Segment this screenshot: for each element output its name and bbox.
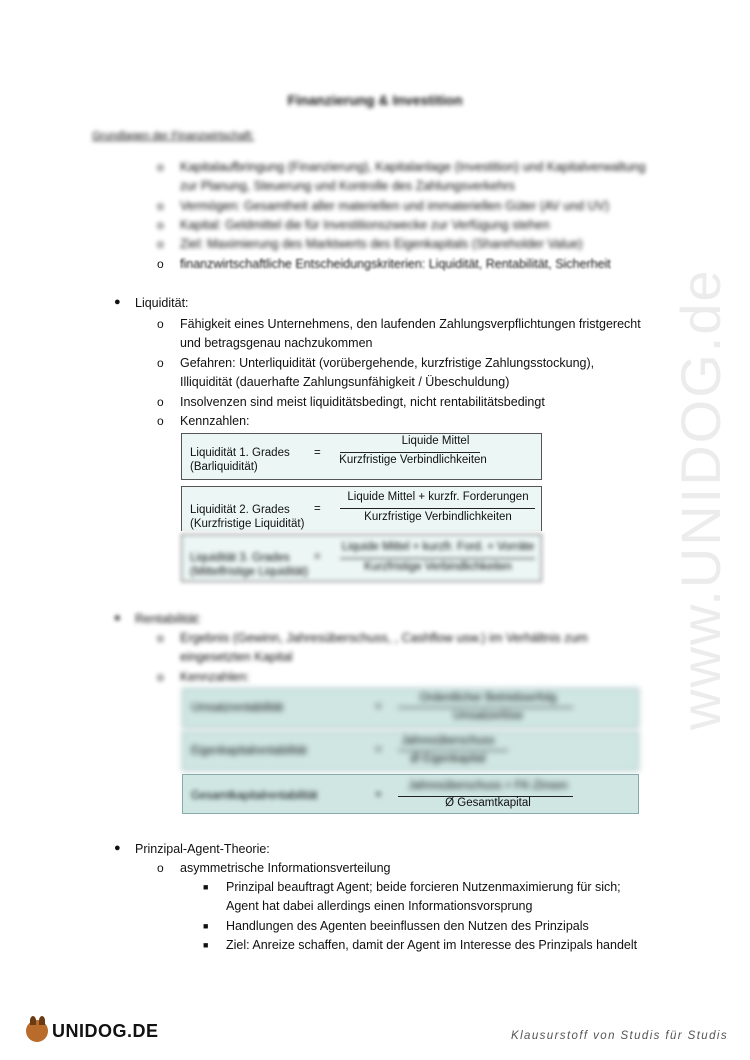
section-bullet: ● bbox=[114, 296, 121, 308]
fraction-line bbox=[340, 508, 535, 509]
list-bullet: o bbox=[157, 317, 164, 331]
formula-sublabel: (Barliquidität) bbox=[190, 461, 258, 473]
formula-umsatzrentabilitaet bbox=[182, 688, 639, 728]
numerator: Jahresüberschuss + FK-Zinsen bbox=[408, 780, 568, 792]
list-item: eingesetzten Kapital bbox=[180, 650, 293, 664]
denominator: Kurzfristige Verbindlichkeiten bbox=[339, 454, 487, 466]
section-bullet: ● bbox=[114, 612, 121, 624]
formula-label: Eigenkapitalrentabilität bbox=[191, 745, 307, 757]
numerator: Jahresüberschuss bbox=[401, 735, 495, 747]
section-bullet: ● bbox=[114, 842, 121, 854]
list-item: Kapital: Geldmittel die für Investitionszwecke zur Verfügung stehen bbox=[180, 218, 550, 232]
list-bullet: o bbox=[157, 257, 164, 271]
list-bullet-square: ■ bbox=[203, 921, 209, 931]
list-bullet: o bbox=[157, 218, 164, 232]
list-item: Kennzahlen: bbox=[180, 670, 250, 684]
numerator: Liquide Mittel bbox=[401, 435, 470, 447]
formula-label: Gesamtkapitalrentabilität bbox=[191, 790, 318, 802]
list-item: und betragsgenau nachzukommen bbox=[180, 336, 373, 350]
formula-liquiditaet-3 bbox=[181, 534, 542, 582]
list-item: Fähigkeit eines Unternehmens, den laufenden Zahlungsverpflichtungen fristgerecht bbox=[180, 317, 641, 331]
list-bullet: o bbox=[157, 395, 164, 409]
equals-sign: = bbox=[314, 447, 321, 459]
denominator: Kurzfristige Verbindlichkeiten bbox=[364, 511, 512, 523]
footer-tagline: Klausurstoff von Studis für Studis bbox=[511, 1030, 728, 1042]
formula-eigenkapitalrentabilitaet bbox=[182, 731, 639, 771]
list-item: Ziel: Anreize schaffen, damit der Agent im Interesse des Prinzipals handelt bbox=[226, 938, 638, 952]
list-item: Agent hat dabei allerdings einen Informationsvorsprung bbox=[226, 899, 533, 913]
list-bullet: o bbox=[157, 160, 164, 174]
fraction-line bbox=[398, 707, 573, 708]
equals-sign: = bbox=[375, 789, 382, 801]
formula-label: Liquidität 3. Grades bbox=[190, 552, 290, 564]
list-item: Ergebnis (Gewinn, Jahresüberschuss, , Cashflow usw.) im Verhältnis zum bbox=[180, 631, 588, 645]
list-bullet-square: ■ bbox=[203, 882, 209, 892]
list-bullet: o bbox=[157, 670, 164, 684]
section-heading: Prinzipal-Agent-Theorie: bbox=[135, 842, 270, 856]
list-bullet: o bbox=[157, 356, 164, 370]
list-bullet: o bbox=[157, 861, 164, 875]
fraction-line bbox=[340, 558, 535, 559]
formula-sublabel: (Mittelfristige Liquidität) bbox=[190, 566, 309, 578]
list-bullet-square: ■ bbox=[203, 940, 209, 950]
denominator: Ø Eigenkapital bbox=[410, 753, 486, 765]
list-item: finanzwirtschaftliche Entscheidungskriterien: Liquidität, Rentabilität, Sicherheit bbox=[180, 257, 611, 271]
unidog-logo bbox=[26, 1020, 159, 1042]
list-item: Handlungen des Agenten beeinflussen den Nutzen des Prinzipals bbox=[226, 919, 589, 933]
fraction-line bbox=[398, 750, 508, 751]
list-item: Illiquidität (dauerhafte Zahlungsunfähigkeit / Übeschuldung) bbox=[180, 375, 510, 389]
list-item: Kapitalaufbringung (Finanzierung), Kapitalanlage (Investition) und Kapitalverwaltung bbox=[180, 160, 646, 174]
numerator: Liquide Mittel + kurzfr. Ford. + Vorräte bbox=[341, 541, 535, 553]
list-bullet: o bbox=[157, 414, 164, 428]
list-item: Prinzipal beauftragt Agent; beide forcieren Nutzenmaximierung für sich; bbox=[226, 880, 621, 894]
numerator: Ordentlicher Betriebserfolg bbox=[419, 692, 557, 704]
list-item: Gefahren: Unterliquidität (vorübergehende, kurzfristige Zahlungsstockung), bbox=[180, 356, 595, 370]
section-heading: Rentabilität: bbox=[135, 612, 202, 626]
equals-sign: = bbox=[375, 701, 382, 713]
formula-label: Umsatzrentabilität bbox=[191, 702, 284, 714]
list-item: Kennzahlen: bbox=[180, 414, 250, 428]
formula-sublabel: (Kurzfristige Liquidität) bbox=[190, 518, 305, 530]
list-bullet: o bbox=[157, 631, 164, 645]
fraction-line bbox=[340, 452, 480, 453]
logo-text: UNIDOG.DE bbox=[52, 1020, 159, 1041]
equals-sign: = bbox=[314, 551, 321, 563]
page-title: Finanzierung & Investition bbox=[287, 92, 463, 108]
equals-sign: = bbox=[375, 744, 382, 756]
list-item: Ziel: Maximierung des Marktwerts des Eigenkapitals (Shareholder Value) bbox=[180, 237, 583, 251]
section-subheading: Grundlagen der Finanzwirtschaft: bbox=[92, 130, 255, 142]
dog-icon bbox=[26, 1020, 48, 1042]
numerator: Liquide Mittel + kurzfr. Forderungen bbox=[347, 491, 529, 503]
list-item: Vermögen: Gesamtheit aller materiellen und immateriellen Güter (AV und UV) bbox=[180, 199, 610, 213]
formula-label: Liquidität 1. Grades bbox=[190, 447, 290, 459]
list-bullet: o bbox=[157, 199, 164, 213]
list-bullet: o bbox=[157, 237, 164, 251]
list-item: asymmetrische Informationsverteilung bbox=[180, 861, 391, 875]
formula-gesamtkapitalrentabilitaet bbox=[182, 774, 639, 814]
watermark-text: www.UNIDOG.de bbox=[669, 268, 732, 730]
formula-liquiditaet-1 bbox=[181, 433, 542, 480]
denominator: Umsatzerlöse bbox=[452, 710, 524, 722]
equals-sign: = bbox=[314, 503, 321, 515]
formula-label: Liquidität 2. Grades bbox=[190, 504, 290, 516]
formula-liquiditaet-2 bbox=[181, 486, 542, 531]
list-item: zur Planung, Steuerung und Kontrolle des Zahlungsverkehrs bbox=[180, 179, 515, 193]
section-heading: Liquidität: bbox=[135, 296, 189, 310]
denominator: Ø Gesamtkapital bbox=[445, 797, 531, 809]
list-item: Insolvenzen sind meist liquiditätsbedingt, nicht rentabilitätsbedingt bbox=[180, 395, 545, 409]
denominator: Kurzfristige Verbindlichkeiten bbox=[364, 561, 512, 573]
